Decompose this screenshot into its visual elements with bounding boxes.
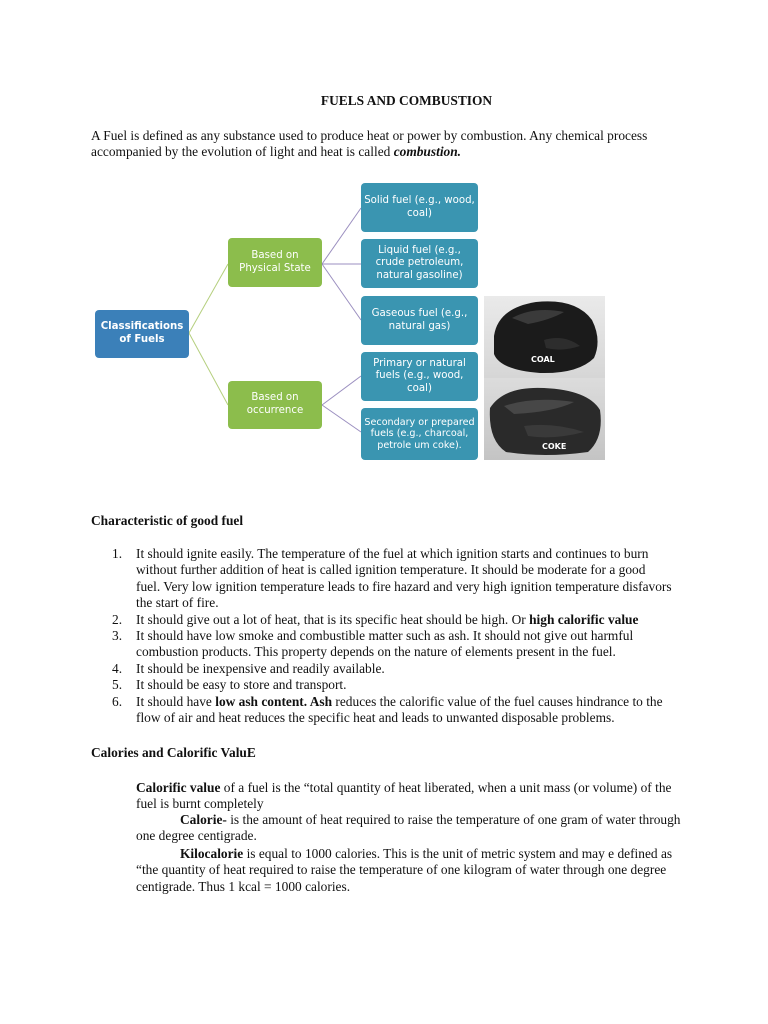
leaf-label: Liquid fuel (e.g., crude petroleum, natural gasoline) — [375, 244, 464, 281]
item-text: It should be inexpensive and readily available. — [136, 660, 385, 676]
coke-label: COKE — [542, 442, 567, 451]
diagram-root-label: Classifications of Fuels — [100, 321, 184, 345]
item-number: 6. — [112, 693, 123, 709]
intro-paragraph — [91, 128, 691, 161]
kilocalorie-term: Kilocalorie — [180, 846, 244, 861]
characteristic-item — [112, 694, 672, 727]
item-text: It should ignite easily. The temperature of the fuel at which ignition starts and continues to burn without further addition of heat is called ignition temperature. It should be moderate for a good fuel. Very low ignition temperature leads to fire hazard and very high ignition temperature disfavors the start of fire. — [136, 546, 672, 611]
calorific-value-paragraph — [136, 780, 681, 813]
branch-label: Based on occurrence — [246, 392, 304, 416]
calorie-term: Calorie- — [180, 812, 227, 827]
characteristic-item — [112, 546, 672, 612]
leaf-label: Solid fuel (e.g., wood, coal) — [364, 194, 475, 219]
intro-emphasis: combustion. — [393, 144, 462, 160]
item-number: 3. — [112, 628, 123, 644]
kilocalorie-text: is equal to 1000 calories. This is the unit of metric system and may e defined as “the quantity of heat required to raise the temperature of one kilogram of water through one degree centigrade. Thus 1 kcal = 1000 calories. — [136, 846, 673, 894]
item-number: 4. — [112, 660, 123, 676]
calorific-value-text: of a fuel is the “total quantity of heat liberated, when a unit mass (or volume) of the fuel is burnt completely — [136, 780, 672, 812]
diagram-leaf-gaseous-fuel — [361, 296, 478, 345]
item-bold-text: high calorific value — [529, 611, 639, 627]
diagram-leaf-solid-fuel — [361, 183, 478, 232]
leaf-label: Secondary or prepared fuels (e.g., charcoal, petrole um coke). — [364, 416, 475, 451]
item-text: It should give out a lot of heat, that is its specific heat should be high. Or — [136, 611, 530, 627]
connector-occurrence-primary — [322, 376, 361, 405]
calorific-value-term: Calorific value — [136, 780, 221, 795]
item-number: 5. — [112, 677, 123, 693]
connector-root-occurrence — [189, 333, 228, 405]
diagram-leaf-primary-fuel — [361, 352, 478, 401]
leaf-label: Primary or natural fuels (e.g., wood, coal) — [373, 357, 466, 394]
connector-root-physical — [189, 264, 228, 333]
calorie-text: is the amount of heat required to raise the temperature of one gram of water through one degree centigrade. — [136, 812, 681, 844]
item-bold-text: low ash content. Ash — [215, 693, 333, 709]
diagram-branch-occurrence — [228, 381, 322, 429]
leaf-label: Gaseous fuel (e.g., natural gas) — [371, 307, 468, 332]
item-text: It should have — [136, 693, 216, 709]
characteristic-item — [112, 628, 672, 661]
intro-text: A Fuel is defined as any substance used to produce heat or power by combustion. Any chemical process accompanied by the evolution of light and heat is called — [91, 128, 648, 160]
diagram-leaf-secondary-fuel — [361, 408, 478, 460]
characteristics-heading: Characteristic of good fuel — [91, 513, 244, 528]
diagram-leaf-liquid-fuel — [361, 239, 478, 288]
connector-physical-solid — [322, 208, 361, 264]
item-number: 1. — [112, 546, 123, 561]
characteristic-item — [112, 612, 672, 628]
item-text: reduces the calorific value of the fuel causes hindrance to the flow of air and heat reduces the specific heat and leads to unwanted disposable problems. — [136, 693, 663, 726]
kilocalorie-paragraph — [136, 846, 681, 895]
branch-label: Based on Physical State — [239, 249, 311, 274]
characteristic-item — [112, 677, 672, 693]
connector-occurrence-secondary — [322, 405, 361, 432]
item-text: It should be easy to store and transport. — [136, 677, 347, 693]
calories-heading: Calories and Calorific ValuE — [91, 745, 256, 760]
characteristics-list — [112, 546, 672, 726]
page-title: FUELS AND COMBUSTION — [320, 93, 493, 108]
coal-label: COAL — [531, 355, 555, 364]
coke-photo — [484, 378, 605, 460]
coal-photo — [484, 296, 605, 378]
characteristic-item — [112, 661, 672, 677]
item-number: 2. — [112, 611, 123, 627]
connector-physical-gaseous — [322, 264, 361, 320]
item-text: It should have low smoke and combustible matter such as ash. It should not give out harmful combustion products. This property depends on the nature of elements present in the fuel. — [136, 628, 634, 660]
calorie-paragraph — [136, 812, 681, 845]
diagram-branch-physical-state — [228, 238, 322, 287]
diagram-root-node — [95, 310, 189, 358]
